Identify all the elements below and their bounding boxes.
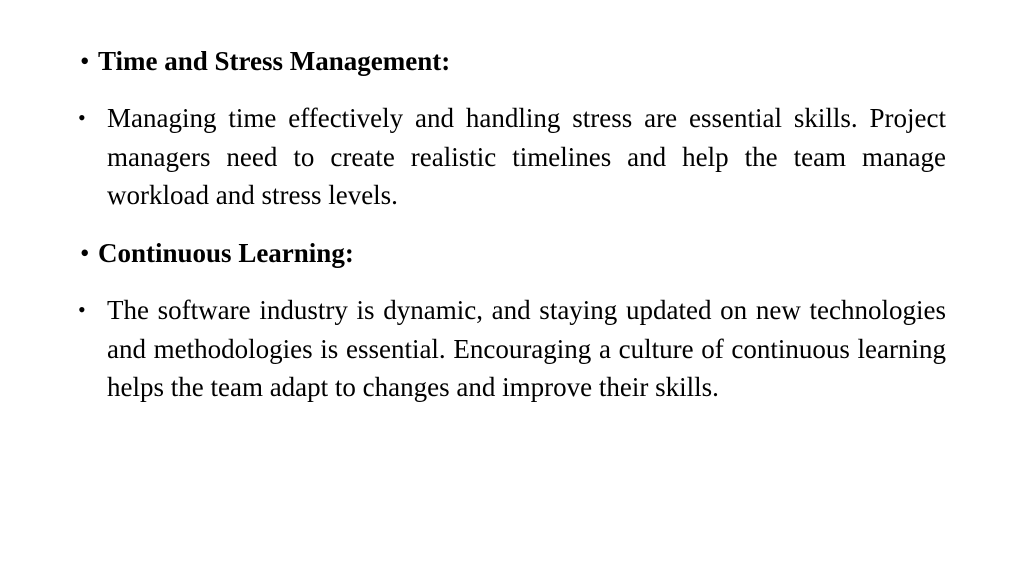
paragraph-text: Managing time effectively and handling stress are essential skills. Project managers need to create realistic timelines and help the team manage workload and stress levels.: [107, 103, 946, 210]
bullet-icon: •: [80, 46, 90, 76]
bullet-icon: •: [78, 297, 86, 322]
bullet-icon: •: [80, 238, 90, 268]
section-paragraph-continuous-learning: [78, 291, 946, 407]
heading-text: Continuous Learning:: [98, 238, 354, 268]
bullet-icon: •: [78, 105, 86, 130]
section-heading-continuous-learning: [80, 234, 354, 272]
section-paragraph-time-stress: [78, 99, 946, 215]
paragraph-text: The software industry is dynamic, and staying updated on new technologies and methodologies is essential. Encouraging a culture of continuous learning helps the team adapt to changes and improve their skills.: [107, 295, 946, 402]
heading-text: Time and Stress Management:: [98, 46, 451, 76]
section-heading-time-stress: [80, 42, 450, 80]
